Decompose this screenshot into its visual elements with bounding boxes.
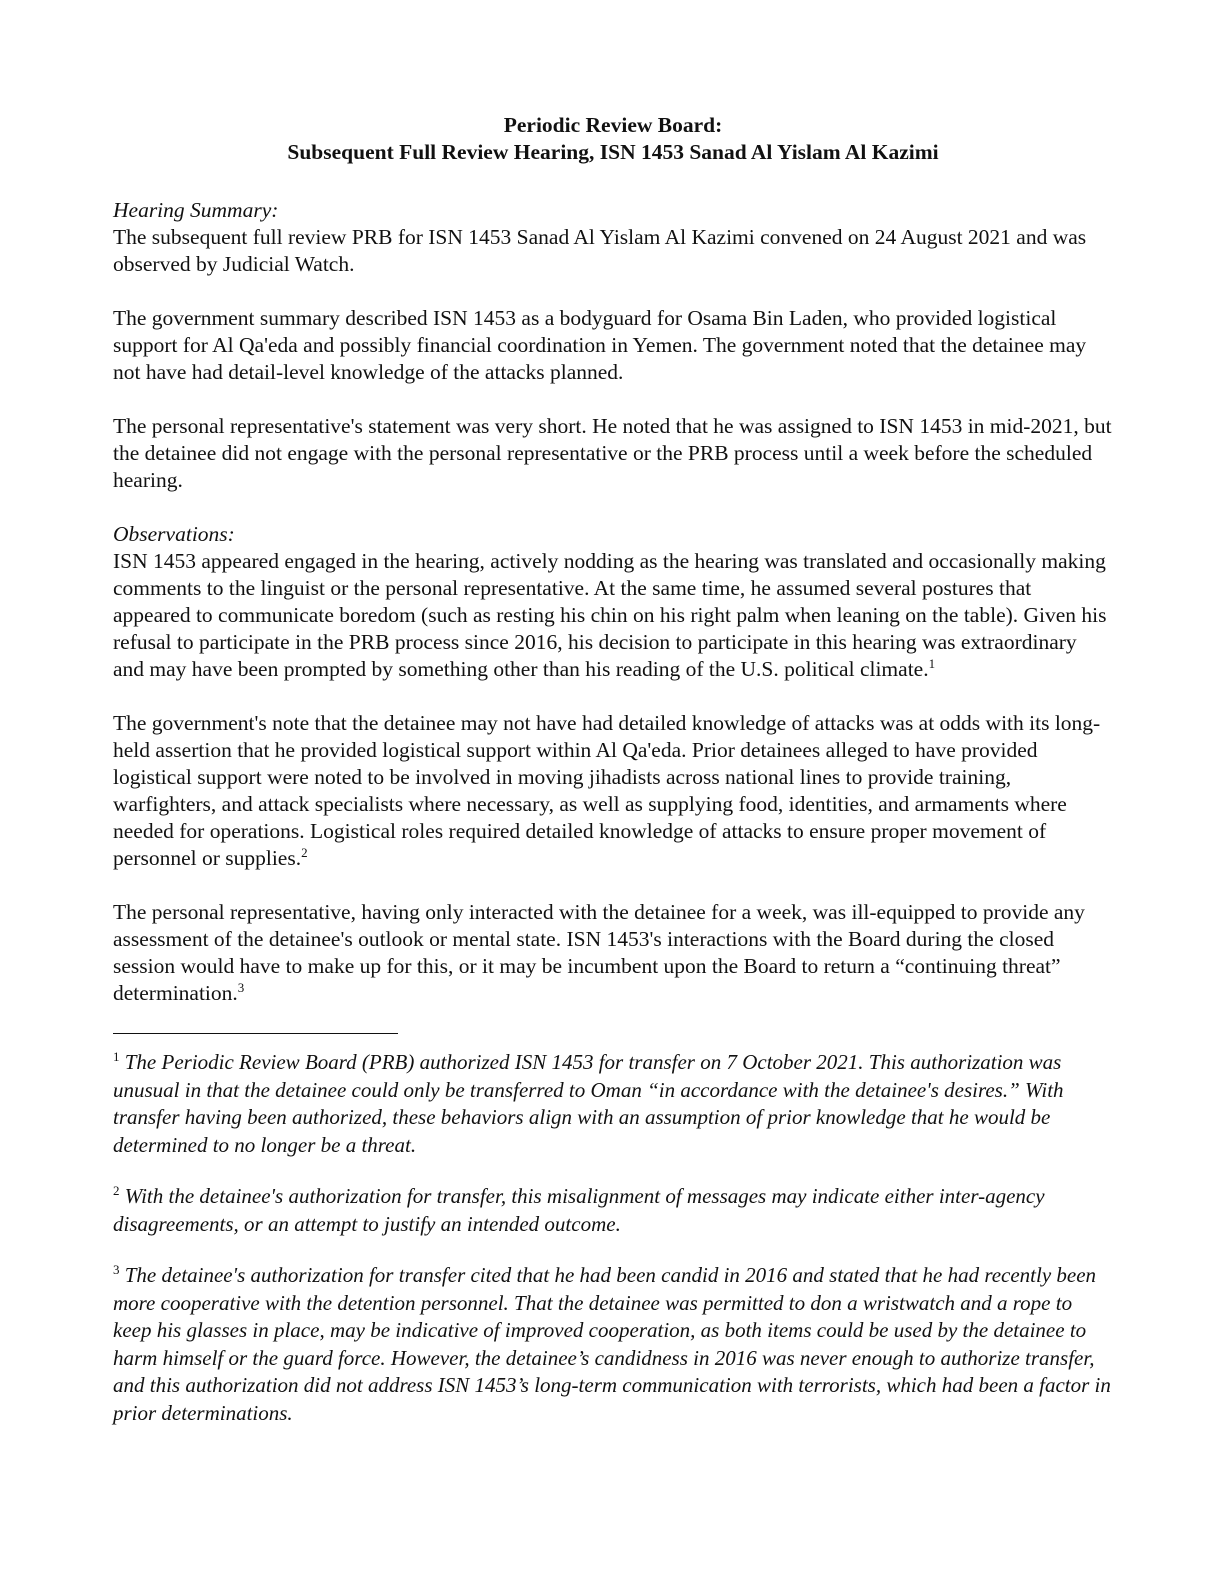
observations-section [113,521,1113,1007]
summary-paragraph: The personal representative's statement was very short. He noted that he was assigned to ISN 1453 in mid-2021, but the detainee did not engage with the personal representative or the PRB process until a week before the scheduled hearing. [113,414,1112,492]
observation-text: The personal representative, having only interacted with the detainee for a week, was ill-equipped to provide any assessment of the detainee's outlook or mental state. ISN 1453's interactions with the Board during the closed session would have to make up for this, or it may be incumbent upon the Board to return a “continuing threat” determination. [113,900,1085,1005]
footnote-ref[interactable]: 1 [928,655,936,671]
footnote-ref[interactable]: 2 [301,844,308,860]
observation-paragraph [113,548,1113,683]
hearing-summary-section [113,197,1113,494]
summary-paragraph: The subsequent full review PRB for ISN 1453 Sanad Al Yislam Al Kazimi convened on 24 August 2021 and was observed by Judicial Watch. [113,225,1087,276]
summary-paragraph: The government summary described ISN 1453 as a bodyguard for Osama Bin Laden, who provided logistical support for Al Qa'eda and possibly financial coordination in Yemen. The government noted that the detainee may not have had detail-level knowledge of the attacks planned. [113,306,1087,384]
observation-paragraph [113,899,1113,1007]
hearing-summary-label: Hearing Summary: [113,198,279,222]
footnote-ref[interactable]: 3 [237,979,245,995]
observation-text: ISN 1453 appeared engaged in the hearing, actively nodding as the hearing was translated and occasionally making comments to the linguist or the personal representative. At the same time, he assumed several postures that appeared to communicate boredom (such as resting his chin on his right palm when leaning on the table). Given his refusal to participate in the PRB process since 2016, his decision to participate in this hearing was extraordinary and may have been prompted by something other than his reading of the U.S. political climate. [113,549,1107,681]
observation-text: The government's note that the detainee may not have had detailed knowledge of attacks was at odds with its long-held assertion that he provided logistical support within Al Qa'eda. Prior detainees alleged to have provided logistical support were noted to be involved in moving jihadists across national lines to provide training, warfighters, and attack specialists where necessary, as well as supplying food, identities, and armaments where needed for operations. Logistical roles required detailed knowledge of attacks to ensure proper movement of personnel or supplies. [113,711,1101,870]
title-line-1: Periodic Review Board: [503,113,723,137]
footnote-number: 1 [113,1049,120,1064]
footnote-text: The detainee's authorization for transfer cited that he had been candid in 2016 and stated that he had recently been more cooperative with the detention personnel. That the detainee was permitted to don a wristwatch and a rope to keep his glasses in place, may be indicative of improved cooperation, as both items could be used by the detainee to harm himself or the guard force. However, the detainee’s candidness in 2016 was never enough to authorize transfer, and this authorization did not address ISN 1453’s long-term communication with terrorists, which had been a factor in prior determinations. [113,1263,1111,1425]
observations-label: Observations: [113,522,235,546]
page-title [113,112,1113,166]
footnote-number: 3 [113,1262,120,1277]
footnote-text: The Periodic Review Board (PRB) authorized ISN 1453 for transfer on 7 October 2021. This authorization was unusual in that the detainee could only be transferred to Oman “in accordance with the detainee's desires.” With transfer having been authorized, these behaviors align with an assumption of prior knowledge that he would be determined to no longer be a threat. [113,1050,1064,1157]
footnote [113,1049,1113,1159]
document-page [113,112,1113,1451]
footnote-text: With the detainee's authorization for transfer, this misalignment of messages may indicate either inter-agency disagreements, or an attempt to justify an intended outcome. [113,1184,1045,1236]
footnote-divider [113,1033,398,1034]
footnotes-section [113,1049,1113,1427]
footnote-number: 2 [113,1183,120,1198]
footnote [113,1262,1113,1427]
footnote [113,1183,1113,1238]
title-line-2: Subsequent Full Review Hearing, ISN 1453 Sanad Al Yislam Al Kazimi [287,140,939,164]
observation-paragraph [113,710,1113,872]
